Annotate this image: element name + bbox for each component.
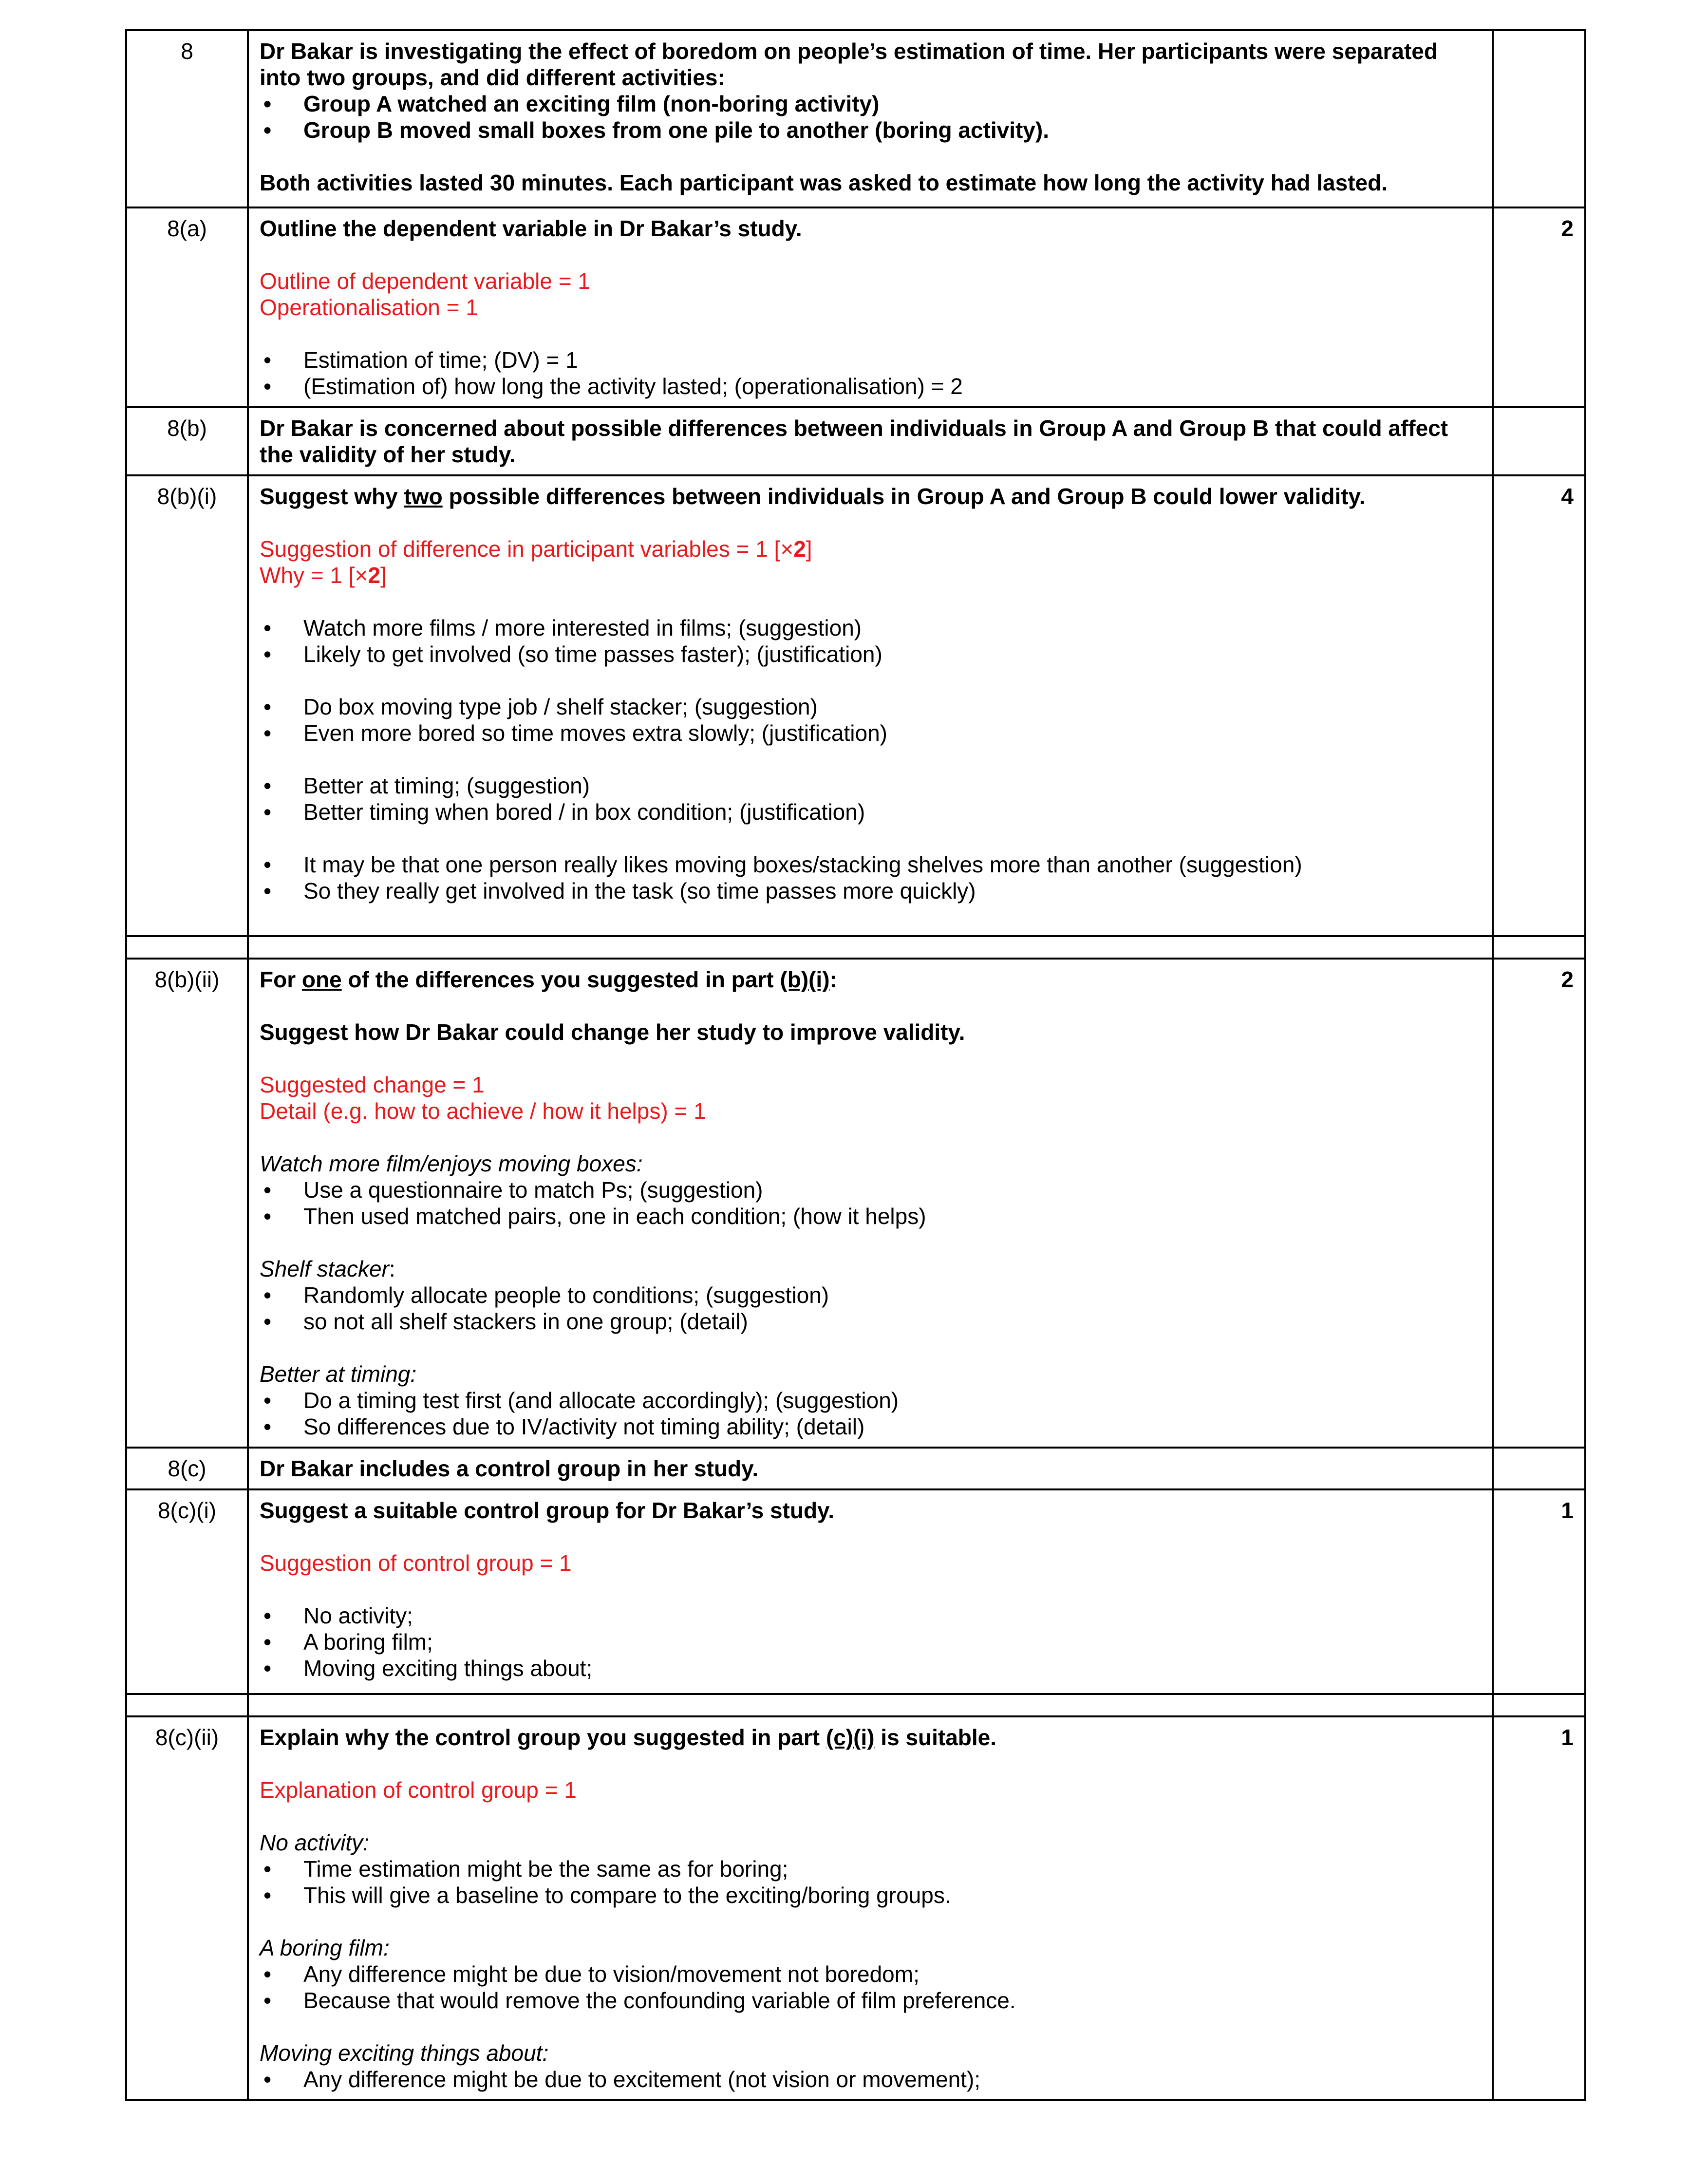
row-separator [126, 936, 1585, 959]
answer-bullet-list [260, 347, 1481, 399]
mark-value: 2 [1493, 959, 1585, 1448]
marking-criteria: Explanation of control group = 1 [260, 1777, 577, 1803]
answer-bullet-list [260, 772, 1481, 825]
mark-scheme-table [125, 29, 1586, 2101]
question-text: Suggest how Dr Bakar could change her study to improve validity. [260, 1019, 965, 1045]
question-stem [248, 30, 1493, 207]
question-body [248, 959, 1493, 1448]
question-number: 8(b)(i) [126, 475, 248, 936]
list-item: • Do a timing test first (and allocate accordingly); (suggestion) [260, 1387, 1481, 1413]
answer-bullet-list [260, 851, 1481, 904]
list-item: • Even more bored so time moves extra slowly; (justification) [260, 720, 1481, 746]
marking-criteria: Suggested change = 1 [260, 1072, 485, 1097]
answer-bullet-list [260, 2066, 1481, 2092]
list-item: • (Estimation of) how long the activity lasted; (operationalisation) = 2 [260, 373, 1481, 399]
list-item: • Better timing when bored / in box condition; (justification) [260, 799, 1481, 825]
question-number: 8(b)(ii) [126, 959, 248, 1448]
question-body [248, 1716, 1493, 2100]
marking-criteria: Operationalisation = 1 [260, 295, 478, 320]
marking-criteria: Outline of dependent variable = 1 [260, 268, 590, 294]
answer-bullet-list [260, 1177, 1481, 1229]
row-separator [126, 1694, 1585, 1716]
answer-bullet-list [260, 1282, 1481, 1335]
list-item: • Then used matched pairs, one in each condition; (how it helps) [260, 1203, 1481, 1229]
question-row-8b [126, 407, 1585, 475]
list-item: • Do box moving type job / shelf stacker; (suggestion) [260, 694, 1481, 720]
list-item: • Watch more films / more interested in films; (suggestion) [260, 615, 1481, 641]
marking-criteria: Suggestion of difference in participant variables = 1 [×2] [260, 536, 812, 562]
section-heading: Better at timing: [260, 1361, 417, 1387]
list-item: • No activity; [260, 1602, 1481, 1629]
question-text: For one of the differences you suggested in part (b)(i): [260, 967, 837, 992]
list-item: • Group A watched an exciting film (non-boring activity) [260, 91, 1481, 117]
question-number: 8(a) [126, 207, 248, 407]
question-row-8c [126, 1448, 1585, 1489]
stem-bullet-list [260, 91, 1481, 143]
question-body [248, 1448, 1493, 1489]
list-item: • So they really get involved in the task (so time passes more quickly) [260, 878, 1481, 904]
list-item: • Estimation of time; (DV) = 1 [260, 347, 1481, 373]
answer-bullet-list [260, 694, 1481, 746]
stem-text: Both activities lasted 30 minutes. Each participant was asked to estimate how long the activity had lasted. [260, 170, 1388, 195]
list-item: • Any difference might be due to vision/movement not boredom; [260, 1961, 1481, 1987]
question-number: 8(c)(ii) [126, 1716, 248, 2100]
mark-cell [1493, 30, 1585, 207]
list-item: • Moving exciting things about; [260, 1655, 1481, 1681]
question-row-8bii [126, 959, 1585, 1448]
question-text: Outline the dependent variable in Dr Bakar’s study. [260, 216, 802, 241]
question-number: 8(c)(i) [126, 1489, 248, 1694]
part-reference: (b)(i) [780, 967, 830, 992]
answer-bullet-list [260, 1856, 1481, 1908]
question-body [248, 1489, 1493, 1694]
list-item: • Likely to get involved (so time passes faster); (justification) [260, 641, 1481, 667]
marking-criteria: Detail (e.g. how to achieve / how it helps) = 1 [260, 1098, 706, 1124]
list-item: • Use a questionnaire to match Ps; (suggestion) [260, 1177, 1481, 1203]
question-text: Explain why the control group you suggested in part (c)(i) is suitable. [260, 1725, 997, 1750]
list-item: • Any difference might be due to excitement (not vision or movement); [260, 2066, 1481, 2092]
question-row-8ci [126, 1489, 1585, 1694]
question-body [248, 207, 1493, 407]
answer-bullet-list [260, 615, 1481, 667]
question-row-8a [126, 207, 1585, 407]
question-row-8 [126, 30, 1585, 207]
mark-cell [1493, 1448, 1585, 1489]
underlined-word: two [404, 484, 443, 509]
answer-bullet-list [260, 1602, 1481, 1681]
question-number: 8(c) [126, 1448, 248, 1489]
question-text: Dr Bakar is concerned about possible differences between individuals in Group A and Group B that could affect the validity of her study. [260, 415, 1448, 467]
question-body [248, 475, 1493, 936]
list-item: • Randomly allocate people to conditions; (suggestion) [260, 1282, 1481, 1308]
question-body [248, 407, 1493, 475]
mark-value: 1 [1493, 1716, 1585, 2100]
mark-value: 1 [1493, 1489, 1585, 1694]
question-row-8cii [126, 1716, 1585, 2100]
section-heading: Watch more film/enjoys moving boxes: [260, 1151, 643, 1176]
section-heading: Shelf stacker: [260, 1256, 395, 1281]
list-item: • Better at timing; (suggestion) [260, 772, 1481, 799]
question-text: Suggest a suitable control group for Dr Bakar’s study. [260, 1498, 835, 1523]
list-item: • It may be that one person really likes moving boxes/stacking shelves more than another (suggestion) [260, 851, 1481, 878]
question-number: 8 [126, 30, 248, 207]
part-reference: (c)(i) [826, 1725, 875, 1750]
list-item: • A boring film; [260, 1629, 1481, 1655]
mark-value: 2 [1493, 207, 1585, 407]
mark-cell [1493, 407, 1585, 475]
list-item: • This will give a baseline to compare to the exciting/boring groups. [260, 1882, 1481, 1908]
marking-criteria: Suggestion of control group = 1 [260, 1550, 572, 1576]
section-heading: No activity: [260, 1830, 369, 1855]
question-number: 8(b) [126, 407, 248, 475]
list-item: • so not all shelf stackers in one group; (detail) [260, 1308, 1481, 1335]
section-heading: Moving exciting things about: [260, 2040, 549, 2066]
answer-bullet-list [260, 1387, 1481, 1440]
list-item: • Because that would remove the confounding variable of film preference. [260, 1987, 1481, 2014]
answer-bullet-list [260, 1961, 1481, 2014]
question-text: Suggest why two possible differences between individuals in Group A and Group B could lower validity. [260, 484, 1366, 509]
marking-criteria: Why = 1 [×2] [260, 563, 387, 588]
list-item: • Time estimation might be the same as for boring; [260, 1856, 1481, 1882]
question-text: Dr Bakar includes a control group in her study. [260, 1456, 759, 1481]
mark-value: 4 [1493, 475, 1585, 936]
underlined-word: one [301, 967, 342, 992]
section-heading: A boring film: [260, 1935, 390, 1960]
question-row-8bi [126, 475, 1585, 936]
stem-text: Dr Bakar is investigating the effect of boredom on people’s estimation of time. Her participants were separated into two groups, and did different activities: [260, 38, 1438, 90]
list-item: • So differences due to IV/activity not timing ability; (detail) [260, 1413, 1481, 1440]
list-item: • Group B moved small boxes from one pile to another (boring activity). [260, 117, 1481, 143]
